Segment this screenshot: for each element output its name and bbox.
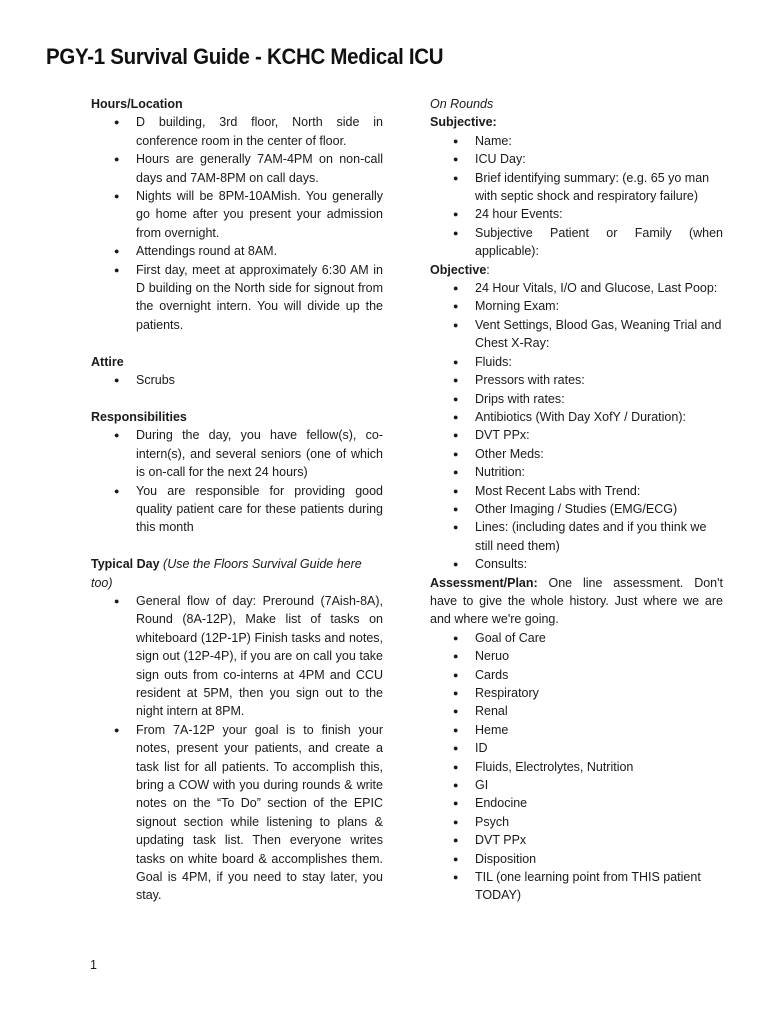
list-item: ● You are responsible for providing good quality patient care for these patients during this month (91, 482, 383, 537)
list-item: ● Attendings round at 8AM. (91, 242, 383, 260)
list-item: ● During the day, you have fellow(s), co-intern(s), and several seniors (one of which is on-call for the next 24 hours) (91, 426, 383, 481)
typical-day-note: (Use the Floors Survival Guide here too) (91, 557, 362, 590)
list-item: ● Scrubs (91, 371, 383, 389)
list-item: ● Neruo (430, 647, 723, 665)
list-item: ● Heme (430, 721, 723, 739)
list-item: ● DVT PPx: (430, 426, 723, 444)
list-item: ● D building, 3rd floor, North side in conference room in the center of floor. (91, 113, 383, 150)
typical-day-list (91, 592, 383, 905)
list-item: ● 24 hour Events: (430, 205, 723, 223)
list-item: ● Vent Settings, Blood Gas, Weaning Trial and Chest X-Ray: (430, 316, 723, 353)
list-item: ● Name: (430, 132, 723, 150)
assessment-plan-paragraph (430, 574, 723, 629)
typical-day-heading (91, 555, 383, 592)
list-item: ● Psych (430, 813, 723, 831)
list-item: ● Endocine (430, 794, 723, 812)
list-item: ● Other Meds: (430, 445, 723, 463)
list-item: ● Goal of Care (430, 629, 723, 647)
list-item: ● DVT PPx (430, 831, 723, 849)
page-number: 1 (90, 958, 97, 972)
hours-location-list (91, 113, 383, 334)
list-item: ● Subjective Patient or Family (when applicable): (430, 224, 723, 261)
list-item: ● Nutrition: (430, 463, 723, 481)
list-item: ● Hours are generally 7AM-4PM on non-call days and 7AM-8PM on call days. (91, 150, 383, 187)
list-item: ● Disposition (430, 850, 723, 868)
typical-day-title: Typical Day (91, 557, 160, 572)
list-item: ● Fluids, Electrolytes, Nutrition (430, 758, 723, 776)
page-title: PGY-1 Survival Guide - KCHC Medical ICU (46, 44, 444, 69)
subjective-heading: Subjective: (430, 115, 497, 130)
attire-heading: Attire (91, 354, 124, 369)
objective-title: Objective (430, 262, 487, 277)
list-item: ● Nights will be 8PM-10AMish. You generally go home after you present your admission from overnight. (91, 187, 383, 242)
left-column (91, 95, 383, 905)
attire-list (91, 371, 383, 389)
list-item: ● Pressors with rates: (430, 371, 723, 389)
list-item: ● GI (430, 776, 723, 794)
list-item: ● First day, meet at approximately 6:30 AM in D building on the North side for signout from the overnight intern. You will divide up the patients. (91, 261, 383, 335)
list-item: ● ID (430, 739, 723, 757)
list-item: ● Drips with rates: (430, 390, 723, 408)
responsibilities-list (91, 426, 383, 536)
assessment-plan-list (430, 629, 723, 905)
list-item: ● Most Recent Labs with Trend: (430, 482, 723, 500)
list-item: ● Lines: (including dates and if you think we still need them) (430, 518, 723, 555)
list-item: ● General flow of day: Preround (7Aish-8A), Round (8A-12P), Make list of tasks on whiteboard (12P-1P) Finish tasks and notes, sign out (12P-4P), if you are on call you take sign outs from co-interns at 4PM and CCU resident at 5PM, then you sign out to the night intern at 8PM. (91, 592, 383, 721)
list-item: ● From 7A-12P your goal is to finish your notes, present your patients, and create a task list for all patients. To accomplish this, bring a COW with you during rounds & write notes on the “To Do” section of the EPIC signout section while listening to plans & updating task list. Then everyone writes tasks on white board & accomplishes them. Goal is 4PM, if you need to stay later, you stay. (91, 721, 383, 905)
objective-heading (430, 261, 723, 279)
list-item: ● Antibiotics (With Day XofY / Duration): (430, 408, 723, 426)
right-column (430, 95, 723, 905)
list-item: ● Respiratory (430, 684, 723, 702)
list-item: ● Consults: (430, 555, 723, 573)
objective-list (430, 279, 723, 574)
subjective-list (430, 132, 723, 261)
list-item: ● Other Imaging / Studies (EMG/ECG) (430, 500, 723, 518)
list-item: ● Morning Exam: (430, 297, 723, 315)
on-rounds-label: On Rounds (430, 97, 494, 111)
list-item: ● ICU Day: (430, 150, 723, 168)
objective-colon: : (486, 262, 490, 277)
list-item: ● Renal (430, 702, 723, 720)
assessment-plan-heading: Assessment/Plan: (430, 575, 538, 590)
list-item: ● Brief identifying summary: (e.g. 65 yo man with septic shock and respiratory failure) (430, 169, 723, 206)
list-item: ● Cards (430, 666, 723, 684)
list-item: ● Fluids: (430, 353, 723, 371)
assessment-plan-text: One line assessment. Don't have to give the whole history. Just where we are and where we're going. (430, 575, 723, 627)
hours-location-heading: Hours/Location (91, 97, 183, 111)
list-item: ● 24 Hour Vitals, I/O and Glucose, Last Poop: (430, 279, 723, 297)
list-item: ● TIL (one learning point from THIS patient TODAY) (430, 868, 723, 905)
responsibilities-heading: Responsibilities (91, 409, 187, 424)
